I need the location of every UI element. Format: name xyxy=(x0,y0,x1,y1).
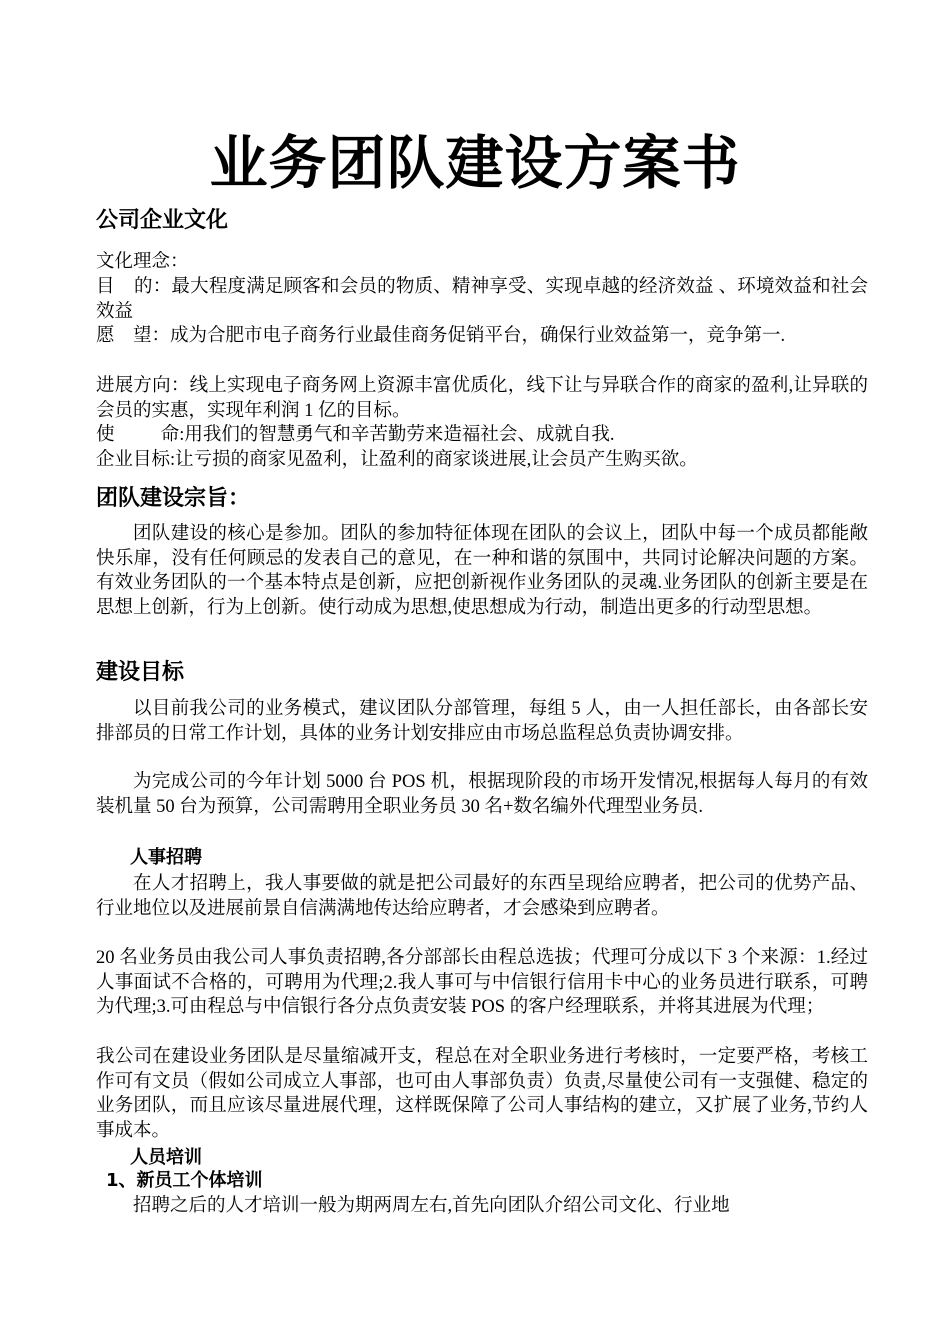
culture-line-concept: 文化理念： xyxy=(96,252,189,272)
training-paragraph: 招聘之后的人才培训一般为期两周左右,首先向团队介绍公司文化、行业地 xyxy=(133,1196,730,1216)
culture-line-purpose: 目 的：最大程度满足顾客和会员的物质、精神享受、实现卓越的经济效益 、环境效益和社会效益 xyxy=(96,277,868,322)
culture-line-direction: 进展方向：线上实现电子商务网上资源丰富优质化，线下让与异联合作的商家的盈利,让异联的会员的实惠，实现年利润 1 亿的目标。 xyxy=(96,376,868,421)
heading-training: 人员培训 xyxy=(130,1147,202,1168)
recruit-paragraph-3: 我公司在建设业务团队是尽量缩减开支，程总在对全职业务进行考核时，一定要严格，考核工作可有文员（假如公司成立人事部，也可由人事部负责）负责,尽量使公司有一支强健、稳定的业务团队，而且应该尽量进展代理，这样既保障了公司人事结构的建立，又扩展了业务,节约人事成本。 xyxy=(96,1047,868,1141)
heading-new-employee-training: 1、新员工个体培训 xyxy=(106,1170,263,1191)
heading-recruitment: 人事招聘 xyxy=(130,847,202,868)
heading-company-culture: 公司企业文化 xyxy=(96,208,229,233)
recruit-paragraph-2: 20 名业务员由我公司人事负责招聘,各分部部长由程总选拔；代理可分成以下 3 个来源：1.经过人事面试不合格的，可聘用为代理;2.我人事可与中信银行信用卡中心的业务员进行联系，可聘为代理;3.可由程总与中信银行各分点负责安装 POS 的客户经理联系，并将其进展为代理； xyxy=(96,948,868,1018)
culture-line-vision: 愿 望：成为合肥市电子商务行业最佳商务促销平台，确保行业效益第一，竞争第一. xyxy=(96,326,786,346)
culture-line-mission: 使 命:用我们的智慧勇气和辛苦勤劳来造福社会、成就自我. xyxy=(96,425,615,445)
heading-team-purpose: 团队建设宗旨： xyxy=(96,486,251,511)
culture-line-goal: 企业目标:让亏损的商家见盈利，让盈利的商家谈进展,让会员产生购买欲。 xyxy=(96,450,698,470)
document-title: 业务团队建设方案书 xyxy=(209,129,741,197)
goal-paragraph-1: 以目前我公司的业务模式，建议团队分部管理，每组 5 人，由一人担任部长，由各部长安排部员的日常工作计划，具体的业务计划安排应由市场总监程总负责协调安排。 xyxy=(96,699,868,744)
goal-paragraph-2: 为完成公司的今年计划 5000 台 POS 机，根据现阶段的市场开发情况,根据每人每月的有效装机量 50 台为预算，公司需聘用全职业务员 30 名+数名编外代理型业务员. xyxy=(96,772,868,817)
recruit-paragraph-1: 在人才招聘上，我人事要做的就是把公司最好的东西呈现给应聘者，把公司的优势产品、行业地位以及进展前景自信满满地传达给应聘者，才会感染到应聘者。 xyxy=(96,874,868,919)
purpose-paragraph: 团队建设的核心是参加。团队的参加特征体现在团队的会议上，团队中每一个成员都能敞快乐扉，没有任何顾忌的发表自己的意见，在一种和谐的氛围中，共同讨论解决问题的方案。有效业务团队的一个基本特点是创新，应把创新视作业务团队的灵魂.业务团队的创新主要是在思想上创新，行为上创新。使行动成为思想,使思想成为行动，制造出更多的行动型思想。 xyxy=(96,524,868,618)
heading-build-goal: 建设目标 xyxy=(96,660,185,685)
